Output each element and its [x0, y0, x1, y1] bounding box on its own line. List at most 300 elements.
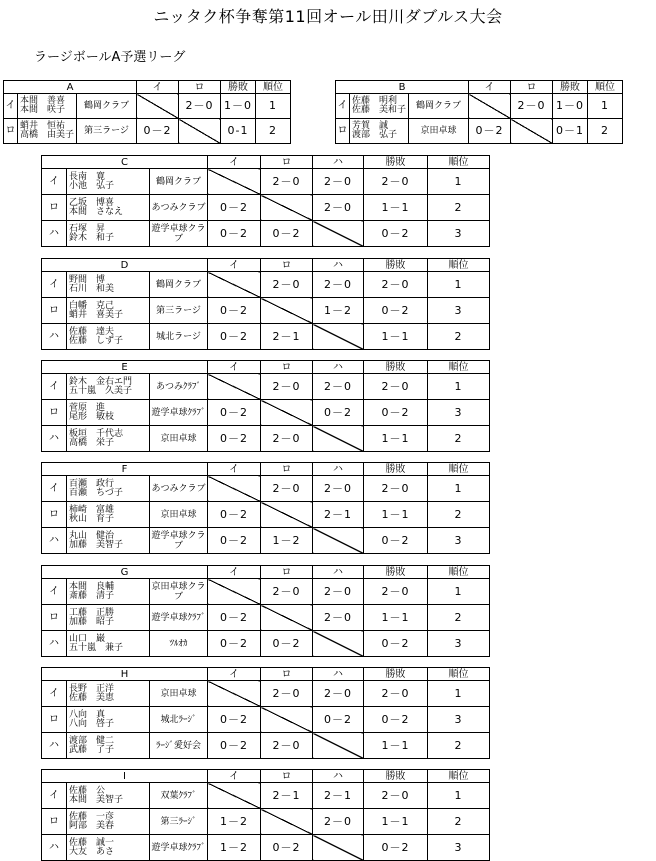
rank-value: 3	[428, 221, 490, 247]
player-names	[67, 605, 150, 631]
match-score: 2－0	[511, 94, 553, 119]
player-name: 柿崎 富雄	[69, 504, 115, 515]
player-names	[67, 579, 150, 605]
player-name: 佐藤 美恵	[69, 692, 115, 703]
match-score: 0－2	[313, 707, 364, 733]
rank-value: 1	[428, 476, 490, 502]
player-name: 板垣 千代志	[69, 428, 124, 439]
player-name: 丸山 健治	[69, 530, 115, 541]
player-name: 本間 善喜	[20, 96, 66, 106]
match-score: 2－0	[261, 579, 313, 605]
player-name: 佐藤 明利	[352, 96, 398, 106]
row-position: ハ	[42, 835, 67, 861]
player-name: 百瀬 政行	[69, 478, 115, 489]
table-row	[42, 400, 490, 426]
match-score: 2－0	[261, 374, 313, 400]
self-match-cell	[469, 94, 511, 119]
player-name: 白幡 克己	[69, 300, 115, 311]
table-row	[336, 119, 623, 144]
table-row	[42, 221, 490, 247]
win-loss-record: 0-1	[221, 119, 256, 144]
self-match-cell	[313, 221, 364, 247]
column-header-c1: イ	[208, 361, 261, 374]
match-score: 1－2	[208, 835, 261, 861]
rank-value: 2	[428, 502, 490, 528]
column-header-c3: ハ	[313, 770, 364, 783]
table-row	[42, 681, 490, 707]
player-name: 本間 咲子	[20, 105, 66, 115]
win-loss-record: 1－0	[221, 94, 256, 119]
club-name: ﾂﾙｵｶ	[150, 631, 208, 657]
match-score: 0－2	[137, 119, 179, 144]
column-header-rank: 順位	[428, 259, 490, 272]
group-header-row	[42, 361, 490, 374]
group-header-row	[42, 770, 490, 783]
column-header-record: 勝敗	[364, 463, 428, 476]
rank-value: 2	[428, 733, 490, 759]
column-header-c1: イ	[208, 259, 261, 272]
row-position: イ	[42, 476, 67, 502]
group-label: D	[42, 259, 208, 272]
column-header-c2: ロ	[261, 156, 313, 169]
match-score: 2－0	[261, 426, 313, 452]
self-match-cell	[208, 783, 261, 809]
column-header-record: 勝敗	[221, 81, 256, 94]
win-loss-record: 0－2	[364, 221, 428, 247]
match-score: 0－2	[469, 119, 511, 144]
table-row	[42, 502, 490, 528]
player-name: 佐藤 美和子	[352, 105, 407, 115]
match-score: 2－0	[261, 733, 313, 759]
club-name: 城北ラージ	[150, 324, 208, 350]
club-name: 第三ラージ	[77, 119, 137, 144]
row-position: ハ	[42, 528, 67, 554]
player-names	[67, 221, 150, 247]
self-match-cell	[261, 195, 313, 221]
rank-value: 2	[428, 426, 490, 452]
group-header-row	[4, 81, 291, 94]
rank-value: 2	[256, 119, 291, 144]
row-position: イ	[42, 169, 67, 195]
row-position: ハ	[42, 631, 67, 657]
player-name: 渡部 健二	[69, 735, 115, 746]
win-loss-record: 0－2	[364, 835, 428, 861]
player-names	[18, 119, 77, 144]
match-score: 0－2	[208, 298, 261, 324]
match-score: 0－2	[208, 631, 261, 657]
player-name: 阿部 美春	[69, 820, 115, 831]
player-names	[67, 835, 150, 861]
match-score: 2－0	[261, 681, 313, 707]
row-position: ロ	[42, 809, 67, 835]
player-names	[67, 298, 150, 324]
club-name: 双葉ｸﾗﾌﾞ	[150, 783, 208, 809]
self-match-cell	[313, 631, 364, 657]
table-row	[42, 169, 490, 195]
player-names	[67, 169, 150, 195]
self-match-cell	[137, 94, 179, 119]
club-name: 遊学卓球ｸﾗﾌﾞ	[150, 835, 208, 861]
player-names	[67, 400, 150, 426]
column-header-rank: 順位	[428, 770, 490, 783]
column-header-c2: ロ	[261, 361, 313, 374]
match-score: 2－0	[313, 809, 364, 835]
win-loss-record: 1－1	[364, 605, 428, 631]
table-row	[42, 272, 490, 298]
player-name: 百瀬 ちづ子	[69, 487, 123, 498]
table-row	[336, 94, 623, 119]
column-header-c2: ロ	[511, 81, 553, 94]
self-match-cell	[261, 605, 313, 631]
player-name: 山口 巌	[69, 633, 106, 644]
match-score: 2－1	[261, 783, 313, 809]
self-match-cell	[313, 528, 364, 554]
table-row	[42, 631, 490, 657]
player-name: 鈴木 金右エ門	[69, 376, 133, 387]
player-names	[67, 195, 150, 221]
player-names	[67, 476, 150, 502]
column-header-c1: イ	[137, 81, 179, 94]
column-header-record: 勝敗	[364, 361, 428, 374]
player-name: 大友 あさ	[69, 846, 115, 857]
club-name: 遊学卓球クラブ	[150, 528, 208, 554]
win-loss-record: 2－0	[364, 681, 428, 707]
column-header-rank: 順位	[256, 81, 291, 94]
table-row	[42, 579, 490, 605]
column-header-c2: ロ	[261, 463, 313, 476]
match-score: 0－2	[208, 195, 261, 221]
player-name: 鈴木 和子	[69, 232, 115, 243]
group-header-row	[42, 668, 490, 681]
match-score: 0－2	[261, 221, 313, 247]
row-position: ロ	[42, 605, 67, 631]
row-position: イ	[42, 681, 67, 707]
player-name: 石川 和美	[69, 283, 115, 294]
self-match-cell	[511, 119, 553, 144]
win-loss-record: 2－0	[364, 579, 428, 605]
group-label: B	[336, 81, 469, 94]
group-label: E	[42, 361, 208, 374]
match-score: 0－2	[208, 528, 261, 554]
rank-value: 2	[428, 605, 490, 631]
player-names	[18, 94, 77, 119]
table-row	[42, 195, 490, 221]
match-score: 0－2	[208, 707, 261, 733]
match-score: 2－0	[313, 195, 364, 221]
player-name: 野間 博	[69, 274, 106, 285]
player-name: 高橋 栄子	[69, 437, 115, 448]
row-position: イ	[42, 374, 67, 400]
player-names	[67, 783, 150, 809]
match-score: 0－2	[261, 835, 313, 861]
group-label: A	[4, 81, 137, 94]
column-header-c3: ハ	[313, 361, 364, 374]
win-loss-record: 2－0	[364, 476, 428, 502]
club-name: あつみクラブ	[150, 195, 208, 221]
player-names	[67, 528, 150, 554]
self-match-cell	[208, 374, 261, 400]
column-header-c1: イ	[208, 463, 261, 476]
group-table-E	[41, 360, 490, 452]
match-score: 2－0	[313, 476, 364, 502]
table-row	[42, 783, 490, 809]
win-loss-record: 0－2	[364, 631, 428, 657]
rank-value: 1	[428, 169, 490, 195]
group-table-I	[41, 769, 490, 861]
player-name: 蛸井 恒祐	[20, 121, 66, 131]
row-position: ロ	[336, 119, 350, 144]
group-label: C	[42, 156, 208, 169]
club-name: 第三ラージ	[150, 298, 208, 324]
player-name: 小池 弘子	[69, 180, 115, 191]
row-position: ロ	[42, 195, 67, 221]
rank-value: 1	[428, 681, 490, 707]
match-score: 2－0	[313, 272, 364, 298]
player-names	[67, 426, 150, 452]
column-header-c1: イ	[208, 668, 261, 681]
club-name: ﾗｰｼﾞ愛好会	[150, 733, 208, 759]
club-name: 京田卓球	[409, 119, 469, 144]
club-name: 京田卓球	[150, 502, 208, 528]
match-score: 2－0	[261, 476, 313, 502]
player-names	[67, 733, 150, 759]
match-score: 0－2	[208, 324, 261, 350]
win-loss-record: 1－1	[364, 324, 428, 350]
match-score: 2－0	[313, 605, 364, 631]
self-match-cell	[313, 324, 364, 350]
column-header-c2: ロ	[179, 81, 221, 94]
player-names	[67, 502, 150, 528]
player-name: 渡部 弘子	[352, 130, 398, 140]
match-score: 0－2	[313, 400, 364, 426]
match-score: 2－0	[313, 374, 364, 400]
table-row	[4, 94, 291, 119]
column-header-c2: ロ	[261, 770, 313, 783]
group-header-row	[336, 81, 623, 94]
table-row	[42, 426, 490, 452]
player-name: 佐藤 公	[69, 785, 106, 796]
player-names	[67, 809, 150, 835]
player-name: 本間 さなえ	[69, 206, 124, 217]
row-position: ハ	[42, 733, 67, 759]
row-position: ロ	[42, 707, 67, 733]
column-header-record: 勝敗	[364, 156, 428, 169]
column-header-rank: 順位	[428, 156, 490, 169]
self-match-cell	[179, 119, 221, 144]
self-match-cell	[313, 835, 364, 861]
row-position: ロ	[42, 298, 67, 324]
player-name: 佐藤 一彦	[69, 811, 115, 822]
page-subtitle: ラージボールA予選リーグ	[34, 50, 186, 65]
rank-value: 1	[428, 579, 490, 605]
win-loss-record: 2－0	[364, 272, 428, 298]
player-name: 佐藤 達夫	[69, 326, 115, 337]
win-loss-record: 2－0	[364, 783, 428, 809]
player-names	[67, 324, 150, 350]
win-loss-record: 1－1	[364, 426, 428, 452]
win-loss-record: 2－0	[364, 169, 428, 195]
column-header-c1: イ	[208, 156, 261, 169]
self-match-cell	[261, 707, 313, 733]
group-header-row	[42, 156, 490, 169]
column-header-c3: ハ	[313, 156, 364, 169]
table-row	[42, 476, 490, 502]
group-label: F	[42, 463, 208, 476]
player-name: 斎藤 清子	[69, 590, 115, 601]
self-match-cell	[313, 426, 364, 452]
column-header-record: 勝敗	[364, 259, 428, 272]
club-name: 城北ﾗｰｼﾞ	[150, 707, 208, 733]
column-header-c2: ロ	[261, 668, 313, 681]
player-name: 秋山 育子	[69, 513, 115, 524]
column-header-record: 勝敗	[553, 81, 588, 94]
group-table-A	[3, 80, 291, 144]
player-name: 五十嵐 久美子	[69, 385, 133, 396]
match-score: 0－2	[208, 605, 261, 631]
self-match-cell	[261, 298, 313, 324]
self-match-cell	[208, 272, 261, 298]
row-position: イ	[336, 94, 350, 119]
table-row	[42, 809, 490, 835]
rank-value: 2	[428, 195, 490, 221]
match-score: 0－2	[208, 502, 261, 528]
rank-value: 2	[588, 119, 623, 144]
club-name: あつみｸﾗﾌﾞ	[150, 374, 208, 400]
column-header-rank: 順位	[428, 668, 490, 681]
self-match-cell	[208, 476, 261, 502]
club-name: 鶴岡クラブ	[150, 272, 208, 298]
table-row	[42, 298, 490, 324]
match-score: 2－0	[313, 681, 364, 707]
player-name: 八向 啓子	[69, 718, 115, 729]
column-header-record: 勝敗	[364, 668, 428, 681]
row-position: ロ	[42, 502, 67, 528]
win-loss-record: 2－0	[364, 374, 428, 400]
club-name: 京田卓球	[150, 426, 208, 452]
player-name: 工藤 正勝	[69, 607, 115, 618]
club-name: 遊学卓球クラブ	[150, 221, 208, 247]
rank-value: 3	[428, 528, 490, 554]
table-row	[42, 707, 490, 733]
self-match-cell	[261, 809, 313, 835]
club-name: 遊学卓球ｸﾗﾌﾞ	[150, 400, 208, 426]
win-loss-record: 1－1	[364, 733, 428, 759]
player-name: 佐藤 誠一	[69, 837, 115, 848]
column-header-c2: ロ	[261, 259, 313, 272]
club-name: 京田卓球	[150, 681, 208, 707]
player-names	[350, 94, 409, 119]
player-name: 尾形 敏枝	[69, 411, 115, 422]
club-name: あつみクラブ	[150, 476, 208, 502]
player-name: 八向 真	[69, 709, 106, 720]
win-loss-record: 0－1	[553, 119, 588, 144]
player-name: 蛸井 喜美子	[69, 309, 124, 320]
rank-value: 2	[428, 324, 490, 350]
group-label: G	[42, 566, 208, 579]
rank-value: 3	[428, 707, 490, 733]
match-score: 0－2	[208, 400, 261, 426]
rank-value: 1	[588, 94, 623, 119]
row-position: イ	[42, 783, 67, 809]
match-score: 2－0	[261, 272, 313, 298]
club-name: 京田卓球クラブ	[150, 579, 208, 605]
win-loss-record: 0－2	[364, 707, 428, 733]
win-loss-record: 1－1	[364, 195, 428, 221]
self-match-cell	[208, 681, 261, 707]
rank-value: 1	[428, 783, 490, 809]
table-row	[4, 119, 291, 144]
match-score: 1－2	[208, 809, 261, 835]
rank-value: 3	[428, 835, 490, 861]
self-match-cell	[261, 502, 313, 528]
column-header-record: 勝敗	[364, 770, 428, 783]
rank-value: 3	[428, 631, 490, 657]
player-name: 芳賀 誠	[352, 121, 389, 131]
player-name: 乙坂 博喜	[69, 197, 115, 208]
club-name: 鶴岡クラブ	[150, 169, 208, 195]
rank-value: 1	[428, 374, 490, 400]
row-position: ハ	[42, 324, 67, 350]
column-header-rank: 順位	[588, 81, 623, 94]
match-score: 0－2	[208, 221, 261, 247]
group-table-C	[41, 155, 490, 247]
table-row	[42, 605, 490, 631]
row-position: ロ	[4, 119, 18, 144]
group-table-F	[41, 462, 490, 554]
table-row	[42, 733, 490, 759]
row-position: イ	[4, 94, 18, 119]
player-names	[67, 681, 150, 707]
match-score: 1－2	[313, 298, 364, 324]
table-row	[42, 835, 490, 861]
player-name: 菅原 進	[69, 402, 106, 413]
rank-value: 3	[428, 400, 490, 426]
club-name: 鶴岡クラブ	[77, 94, 137, 119]
rank-value: 3	[428, 298, 490, 324]
player-names	[67, 374, 150, 400]
row-position: イ	[42, 272, 67, 298]
row-position: ロ	[42, 400, 67, 426]
column-header-rank: 順位	[428, 463, 490, 476]
group-label: H	[42, 668, 208, 681]
group-header-row	[42, 259, 490, 272]
club-name: 第三ﾗｰｼﾞ	[150, 809, 208, 835]
self-match-cell	[313, 733, 364, 759]
player-names	[67, 707, 150, 733]
group-header-row	[42, 566, 490, 579]
column-header-rank: 順位	[428, 361, 490, 374]
group-table-G	[41, 565, 490, 657]
win-loss-record: 0－2	[364, 298, 428, 324]
match-score: 2－0	[313, 169, 364, 195]
player-names	[67, 272, 150, 298]
player-name: 加藤 昭子	[69, 616, 115, 627]
group-header-row	[42, 463, 490, 476]
player-name: 長野 正洋	[69, 683, 115, 694]
player-name: 五十嵐 兼子	[69, 642, 124, 653]
rank-value: 1	[256, 94, 291, 119]
row-position: ハ	[42, 426, 67, 452]
match-score: 2－0	[261, 169, 313, 195]
group-table-H	[41, 667, 490, 759]
player-name: 佐藤 しず子	[69, 335, 124, 346]
club-name: 鶴岡クラブ	[409, 94, 469, 119]
match-score: 0－2	[261, 631, 313, 657]
match-score: 2－1	[261, 324, 313, 350]
match-score: 2－1	[313, 783, 364, 809]
row-position: イ	[42, 579, 67, 605]
player-name: 石塚 昇	[69, 223, 106, 234]
